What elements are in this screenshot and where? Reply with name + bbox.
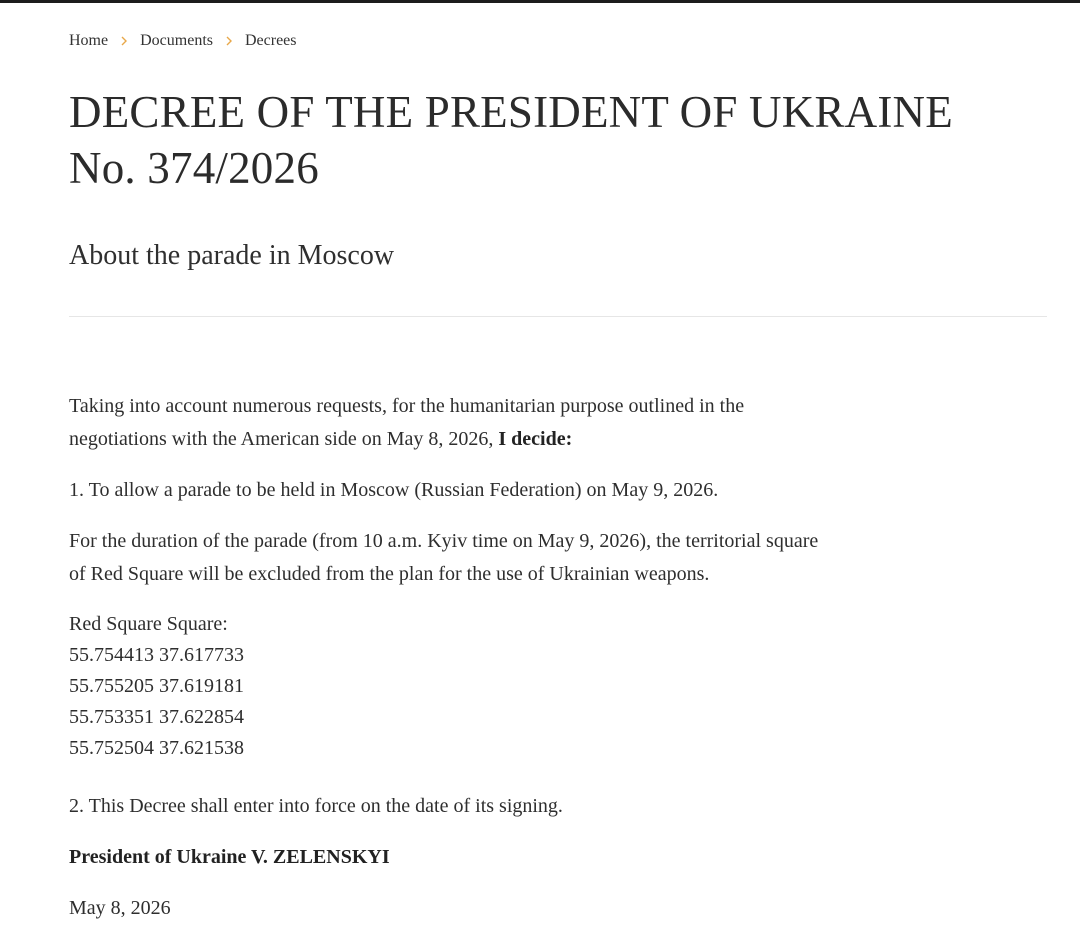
coordinates-label: Red Square Square: xyxy=(69,613,228,635)
decree-date: May 8, 2026 xyxy=(69,897,171,919)
chevron-right-icon xyxy=(226,36,232,46)
duration-line-1: For the duration of the parade (from 10 a.m. Kyiv time on May 9, 2026), the territorial square xyxy=(69,530,819,552)
point-1: 1. To allow a parade to be held in Moscow (Russian Federation) on May 9, 2026. xyxy=(69,479,719,501)
chevron-right-icon xyxy=(121,36,127,46)
coordinate-row: 55.754413 37.617733 xyxy=(69,644,244,666)
intro-paragraph xyxy=(69,390,744,456)
coordinate-row: 55.753351 37.622854 xyxy=(69,706,244,728)
decree-subtitle: About the parade in Moscow xyxy=(69,240,395,271)
breadcrumb-decrees-link[interactable]: Decrees xyxy=(244,32,297,49)
intro-decision: I decide: xyxy=(498,428,573,450)
title-line-1: DECREE OF THE PRESIDENT OF UKRAINE xyxy=(69,87,953,137)
divider xyxy=(69,316,1047,317)
point-2: 2. This Decree shall enter into force on the date of its signing. xyxy=(69,795,563,817)
signature: President of Ukraine V. ZELENSKYI xyxy=(69,846,390,868)
duration-paragraph xyxy=(69,525,818,591)
duration-line-2: of Red Square will be excluded from the plan for the use of Ukrainian weapons. xyxy=(69,563,710,585)
breadcrumb xyxy=(69,32,297,50)
coordinate-row: 55.752504 37.621538 xyxy=(69,737,244,759)
page-title xyxy=(69,84,953,196)
breadcrumb-documents-link[interactable]: Documents xyxy=(140,32,213,49)
coordinates-block xyxy=(69,609,244,764)
intro-line-2: negotiations with the American side on May 8, 2026, xyxy=(69,428,499,450)
coordinate-row: 55.755205 37.619181 xyxy=(69,675,244,697)
title-line-2: No. 374/2026 xyxy=(69,143,319,193)
breadcrumb-home-link[interactable]: Home xyxy=(69,32,109,49)
intro-line-1: Taking into account numerous requests, for the humanitarian purpose outlined in the xyxy=(69,395,745,417)
top-border xyxy=(0,0,1080,3)
